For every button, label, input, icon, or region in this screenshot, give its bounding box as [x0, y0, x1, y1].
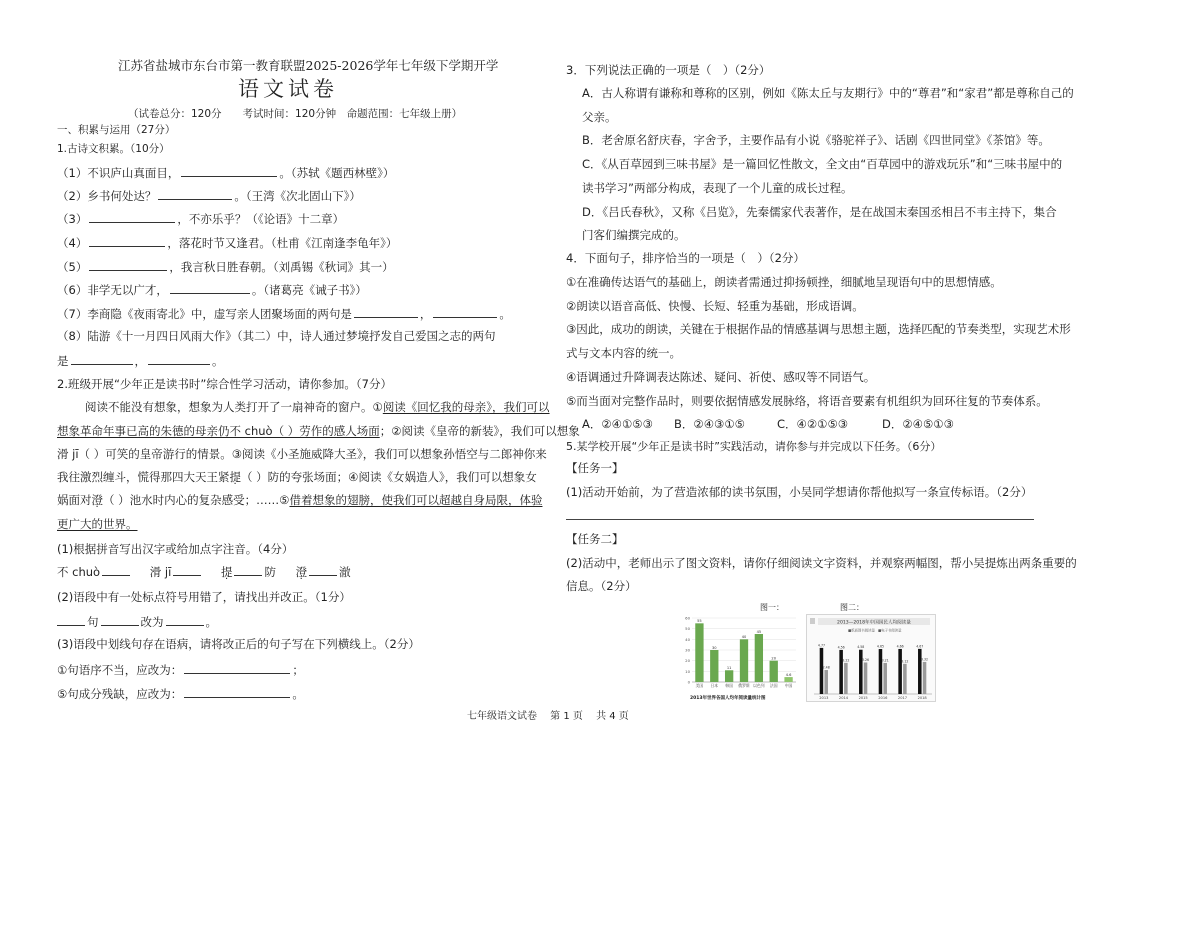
q4-option-b: B．②④③①⑤ [674, 417, 745, 431]
bar-value-label: 4.56 [837, 645, 845, 650]
y-tick-label: 0 [687, 679, 690, 685]
exam-title-line: 江苏省盐城市东台市第一教育联盟2025-2026学年七年级下学期开学 [118, 58, 499, 73]
task-2-question-line2: 信息。（2分） [566, 579, 637, 593]
bar-s1-1 [844, 663, 848, 694]
x-tick-label: 美国 [695, 683, 704, 688]
bar-s1-3 [883, 663, 887, 694]
question-4-heading: 4．下面句子，排序恰当的一项是（ ）（2分） [566, 251, 805, 265]
y-tick-label: 50 [685, 626, 690, 632]
q4-option-c: C．④②①⑤③ [777, 417, 849, 431]
x-tick-label: 2013 [819, 696, 829, 700]
sub3-heading: (3)语段中划线句存在语病，请将改正后的句子写在下列横线上。（2分） [57, 637, 420, 651]
q1-item-7: （7）李商隐《夜雨寄北》中，虚写亲人团聚场面的两句是 ， 。 [57, 307, 511, 321]
q3-option-a-line2: 父亲。 [582, 110, 617, 124]
bar-value-label: 3.32 [920, 657, 929, 662]
reading-volume-china-chart [806, 614, 936, 702]
bar-s0-3 [879, 649, 883, 694]
q3-option-c-line2: 读书学习”两部分构成，表现了一个儿童的成长过程。 [582, 181, 853, 195]
task-2-label: 【任务二】 [566, 532, 624, 546]
x-tick-label: 以色列 [753, 683, 765, 688]
answer-line [566, 519, 1034, 520]
bar-s0-2 [859, 650, 863, 694]
bar-value-label: 3.22 [842, 658, 850, 663]
task-2-question-line1: (2)活动中，老师出示了图文资料，请你仔细阅读文字资料，并观察两幅图，帮小吴提炼出两条重要的 [566, 556, 1077, 570]
bar-value-label: 3.21 [881, 658, 889, 663]
legend-item-ebook: ■电子书阅读量 [878, 628, 902, 633]
bar-value-label: 55 [697, 619, 702, 624]
q1-item-5: （5） ，我言秋日胜春朝。（刘禹锡《秋词》其一） [57, 260, 394, 274]
bar-6 [784, 677, 792, 682]
q3-option-c-line1: C．《从百草园到三味书屋》是一篇回忆性散文，全文由“百草园中的游戏玩乐”和“三味书屋中的 [582, 157, 1063, 171]
x-tick-label: 2014 [838, 696, 849, 700]
q4-sentence-1: ①在准确传达语气的基础上，朗读者需通过抑扬顿挫，细腻地呈现语句中的思想情感。 [566, 275, 1002, 289]
sub2-heading: (2)语段中有一处标点符号用错了，请找出并改正。（1分） [57, 590, 351, 604]
passage-line-4: 我往激烈缠斗，慌得那四大天王紧提（ ）防的夸张场面；④阅读《女娲造人》，我们可以想象女 [57, 470, 537, 484]
exam-meta: （试卷总分：120分 考试时间：120分钟 命题范围：七年级上册） [128, 108, 463, 120]
bar-value-label: 4.6 [785, 672, 792, 677]
x-tick-label: 中国 [784, 683, 793, 688]
bar-s0-5 [918, 649, 922, 694]
question-2-heading: 2.班级开展“少年正是读书时”综合性学习活动，请你参加。（7分） [57, 377, 392, 391]
q4-option-d: D．②④⑤①③ [882, 417, 954, 431]
exam-title-main: 语文试卷 [238, 77, 338, 101]
sub2-answer: 句 改为 。 [57, 614, 217, 630]
bar-value-label: 40 [741, 635, 747, 640]
q4-sentence-3-line1: ③因此，成功的朗读，关键在于根据作品的情感基调与思想主题，选择匹配的节奏类型，实现艺术形 [566, 322, 1071, 336]
q3-option-b: B．老舍原名舒庆春，字舍予，主要作品有小说《骆驼祥子》、话剧《四世同堂》《茶馆》等。 [582, 133, 1050, 147]
bar-s0-1 [839, 650, 843, 694]
q3-option-a-line1: A．古人称谓有谦称和尊称的区别，例如《陈太丘与友期行》中的“尊君”和“家君”都是尊称自己的 [582, 86, 1074, 100]
bar-value-label: 45 [756, 629, 762, 634]
chart-1-label: 图一： [760, 603, 784, 612]
chart-badge [810, 618, 815, 624]
q1-item-8-line1: （8）陆游《十一月四日风雨大作》（其二）中，诗人通过梦境抒发自己爱国之志的两句 [57, 329, 496, 343]
q4-sentence-4: ④语调通过升降调表达陈述、疑问、祈使、感叹等不同语气。 [566, 370, 876, 384]
x-tick-label: 俄罗斯 [738, 683, 750, 688]
question-1-heading: 1.古诗文积累。（10分） [57, 143, 170, 155]
q3-option-d-line2: 门客们编撰完成的。 [582, 228, 686, 242]
y-tick-label: 20 [685, 658, 690, 664]
x-tick-label: 日本 [710, 683, 719, 688]
q4-option-a: A．②④①⑤③ [582, 417, 653, 431]
chart-2-label: 图二： [840, 603, 864, 612]
page-footer: 七年级语文试卷 第 1 页 共 4 页 [467, 711, 629, 722]
x-tick-label: 韩国 [725, 683, 733, 688]
q4-sentence-3-line2: 式与文本内容的统一。 [566, 346, 681, 360]
bar-s1-5 [923, 662, 927, 694]
bar-value-label: 3.12 [901, 659, 909, 664]
x-tick-label: 2015 [858, 696, 868, 700]
x-tick-label: 法国 [769, 683, 778, 688]
question-3-heading: 3．下列说法正确的一项是（ ）（2分） [566, 63, 771, 77]
passage-line-5: 娲面对澄（ ）池水时内心的复杂感受；……⑤借着想象的翅膀，使我们可以超越自身局限，体验 [57, 493, 543, 507]
y-tick-label: 40 [685, 636, 690, 642]
bar-2 [725, 670, 733, 682]
q3-option-d-line1: D．《吕氏春秋》，又称《吕览》，先秦儒家代表著作，是在战国末秦国丞相吕不韦主持下，集合 [582, 205, 1057, 219]
q1-item-3: （3） ，不亦乐乎？（《论语》十二章） [57, 212, 345, 226]
q1-item-2: （2）乡书何处达？ 。（王湾《次北固山下》） [57, 189, 361, 203]
passage-line-3: 滑 jī（ ）可笑的皇帝游行的情景。③阅读《小圣施威降大圣》，我们可以想象孙悟空与二郎神你来 [57, 447, 547, 461]
x-tick-label: 2016 [878, 696, 888, 700]
q1-item-8-line2: 是 ， 。 [57, 354, 224, 368]
chart-title: 2013—2018年中国国民人均阅读量 [837, 620, 911, 626]
passage-line-1: 阅读不能没有想象，想象为人类打开了一扇神奇的窗户。①阅读《回忆我的母亲》，我们可以 [85, 400, 550, 414]
y-tick-label: 10 [685, 668, 690, 674]
q1-item-4: （4） ，落花时节又逢君。（杜甫《江南逢李龟年》） [57, 236, 398, 250]
bar-0 [695, 623, 703, 682]
x-tick-label: 2018 [917, 696, 927, 700]
sub3-answer-a: ①句语序不当，应改为： ； [57, 663, 304, 677]
bar-3 [740, 639, 748, 682]
bar-value-label: 4.67 [916, 644, 924, 649]
bar-value-label: 2.48 [822, 665, 830, 670]
legend-item-paper: ■纸质图书阅读量 [848, 628, 875, 633]
q4-sentence-5: ⑤而当面对完整作品时，则要依据情感发展脉络，将语音要素有机组织为回环往复的节奏体系。 [566, 394, 1048, 408]
passage-line-6: 更广大的世界。 [57, 517, 138, 531]
bar-value-label: 4.58 [857, 645, 865, 650]
question-5-heading: 5.某学校开展“少年正是读书时”实践活动，请你参与并完成以下任务。（6分） [566, 440, 942, 453]
bar-value-label: 30 [711, 645, 717, 650]
q1-item-1: （1）不识庐山真面目， 。（苏轼《题西林壁》） [57, 166, 395, 180]
sub1-answers: 不 chuò 滑 jī 提 防 澄 澈 [57, 565, 351, 579]
bar-s1-2 [864, 662, 868, 694]
bar-1 [710, 650, 718, 682]
bar-s1-4 [903, 664, 907, 694]
task-1-question: (1)活动开始前，为了营造浓郁的读书氛围，小吴同学想请你帮他拟写一条宣传标语。（2分） [566, 485, 1033, 499]
bar-s1-0 [824, 670, 828, 694]
bar-value-label: 20 [771, 656, 777, 661]
bar-5 [770, 661, 778, 682]
bar-value-label: 4.77 [817, 643, 826, 648]
q1-item-6: （6）非学无以广才， 。（诸葛亮《诫子书》） [57, 283, 367, 297]
section-heading: 一、积累与运用（27分） [57, 124, 176, 136]
passage-line-2: 想象革命年事已高的朱德的母亲仍不 chuò（ ）劳作的感人场面；②阅读《皇帝的新装》，我们可以想象 [57, 424, 580, 438]
y-tick-label: 30 [685, 647, 690, 653]
bar-value-label: 11 [726, 666, 732, 671]
y-tick-label: 60 [685, 615, 690, 621]
bar-s0-4 [898, 649, 902, 694]
bar-s0-0 [820, 648, 824, 694]
task-1-label: 【任务一】 [566, 461, 624, 475]
q4-sentence-2: ②朗读以语音高低、快慢、长短、轻重为基础，形成语调。 [566, 299, 864, 313]
bar-value-label: 4.65 [876, 644, 885, 649]
sub1-heading: (1)根据拼音写出汉字或给加点字注音。（4分） [57, 542, 294, 556]
bar-value-label: 4.66 [896, 644, 904, 649]
reading-volume-world-chart [678, 612, 803, 707]
chart-1-caption: 2013年世界各国人均年阅读量统计图 [690, 696, 766, 701]
sub3-answer-b: ⑤句成分残缺，应改为： 。 [57, 687, 304, 701]
bar-value-label: 3.26 [861, 657, 870, 662]
bar-4 [755, 634, 763, 682]
x-tick-label: 2017 [897, 696, 908, 700]
